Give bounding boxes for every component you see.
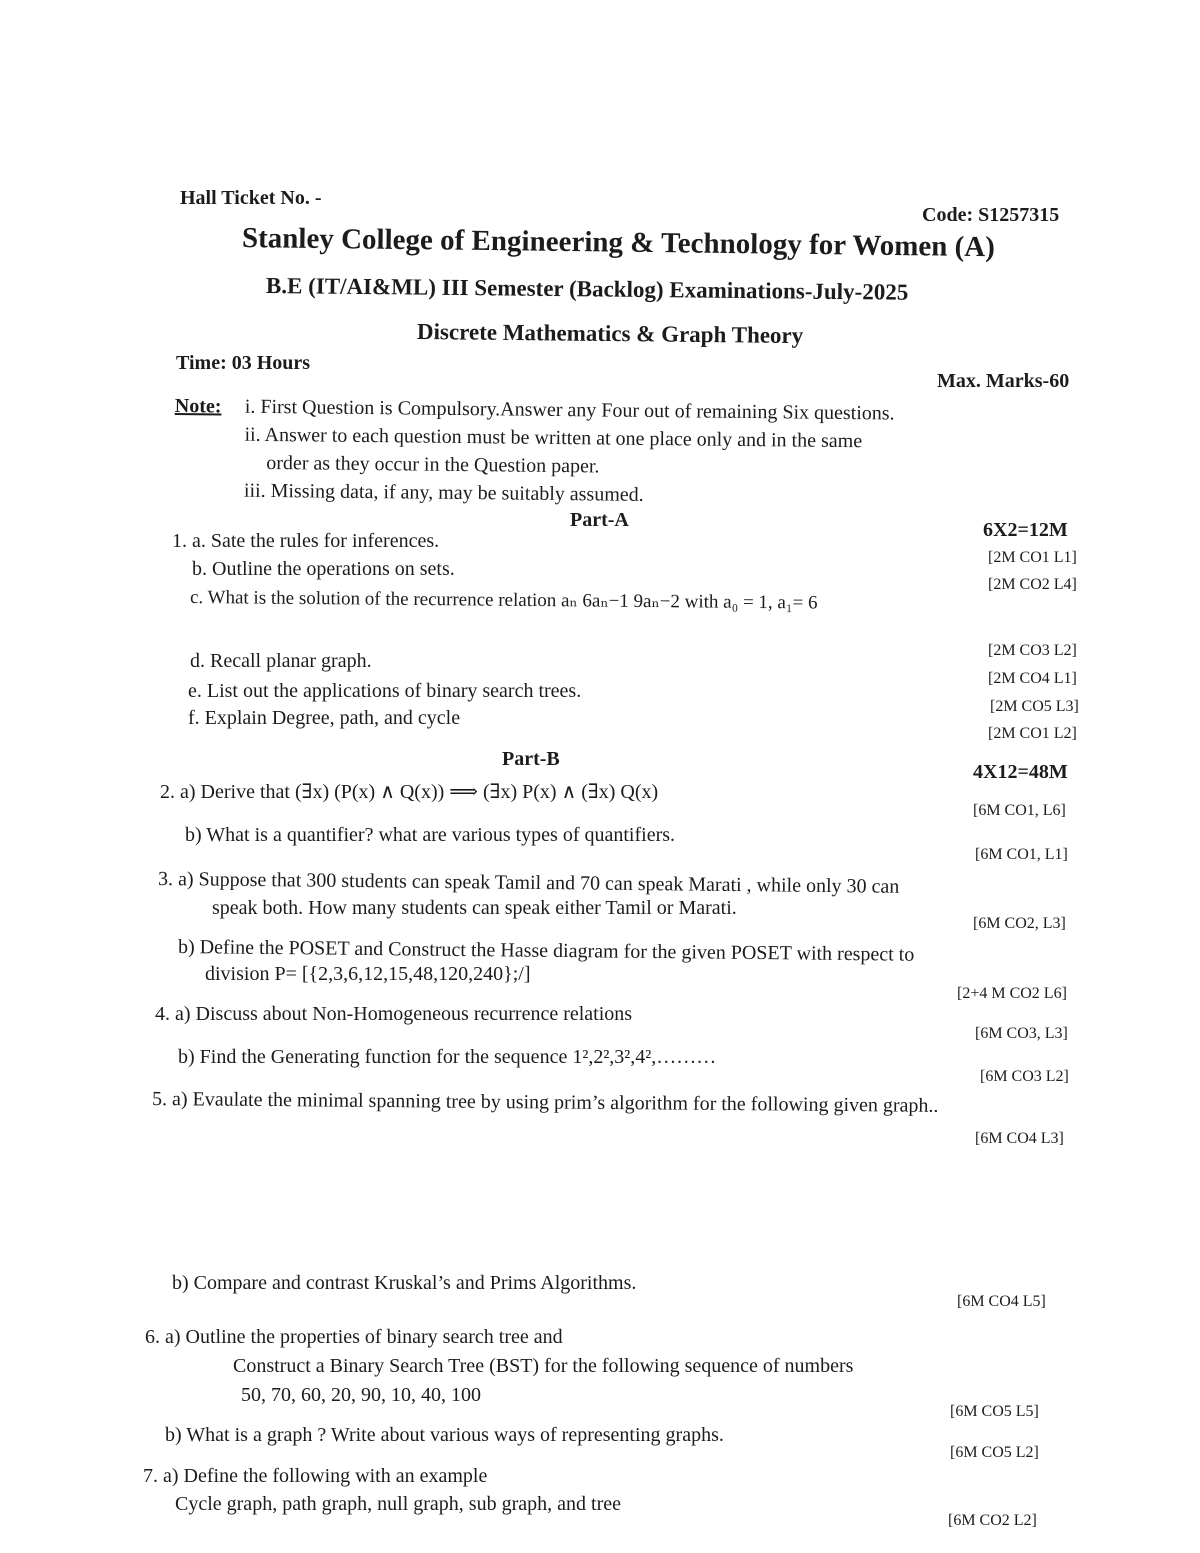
exam-duration: Time: 03 Hours — [176, 352, 311, 374]
hall-ticket-label: Hall Ticket No. - — [180, 187, 322, 209]
question-3a-cont: speak both. How many students can speak either Tamil or Marati. — [212, 897, 737, 919]
question-3b-cont: division P= [{2,3,6,12,15,48,120,240};/] — [205, 963, 531, 985]
question-3a: 3. a) Suppose that 300 students can speak Tamil and 70 can speak Marati , while only 30 can — [157, 868, 900, 898]
question-2a: 2. a) Derive that (∃x) (P(x) ∧ Q(x)) ⟹ (∃x) P(x) ∧ (∃x) Q(x) — [160, 781, 659, 803]
instructions-note — [174, 392, 1025, 506]
exam-title: B.E (IT/AI&ML) III Semester (Backlog) Examinations-July-2025 — [265, 273, 909, 305]
marks-tag: [2M CO4 L1] — [988, 670, 1077, 687]
marks-tag: [2+4 M CO2 L6] — [957, 985, 1067, 1002]
subject-title: Discrete Mathematics & Graph Theory — [416, 319, 804, 349]
marks-tag: [6M CO1, L1] — [975, 846, 1068, 863]
question-1c: c. What is the solution of the recurrence relation aₙ 6aₙ−1 9aₙ−2 with a₀ = 1, a₁= 6 — [189, 587, 818, 614]
question-6a: 6. a) Outline the properties of binary search tree and — [145, 1326, 563, 1348]
marks-tag: [6M CO2 L2] — [948, 1512, 1037, 1529]
marks-tag: [6M CO4 L3] — [975, 1130, 1064, 1147]
question-3b: b) Define the POSET and Construct the Hasse diagram for the given POSET with respect to — [177, 936, 915, 966]
exam-code: Code: S1257315 — [922, 204, 1060, 226]
question-1f: f. Explain Degree, path, and cycle — [188, 707, 461, 729]
part-a-marks: 6X2=12M — [983, 519, 1068, 541]
part-b-title: Part-B — [502, 748, 560, 770]
max-marks: Max. Marks-60 — [937, 370, 1070, 392]
marks-tag: [6M CO3 L2] — [980, 1068, 1069, 1085]
note-item: ii. Answer to each question must be written at one place only and in the same — [244, 423, 863, 453]
question-2b: b) What is a quantifier? what are various types of quantifiers. — [185, 824, 676, 846]
question-4b: b) Find the Generating function for the sequence 1²,2²,3²,4²,……… — [178, 1046, 717, 1068]
question-7a: 7. a) Define the following with an example — [143, 1465, 488, 1487]
note-item: order as they occur in the Question paper. — [266, 451, 600, 478]
marks-tag: [6M CO2, L3] — [973, 915, 1066, 932]
question-5a: 5. a) Evaulate the minimal spanning tree by using prim’s algorithm for the following given graph.. — [151, 1088, 939, 1117]
question-6b: b) What is a graph ? Write about various ways of representing graphs. — [165, 1424, 724, 1446]
question-1d: d. Recall planar graph. — [190, 650, 372, 672]
note-item: i. First Question is Compulsory.Answer any Four out of remaining Six questions. — [244, 395, 895, 425]
part-a-title: Part-A — [570, 509, 629, 531]
note-label: Note: — [174, 394, 222, 418]
marks-tag: [2M CO2 L4] — [988, 576, 1077, 593]
marks-tag: [6M CO3, L3] — [975, 1025, 1068, 1042]
question-5b: b) Compare and contrast Kruskal’s and Prims Algorithms. — [172, 1272, 637, 1294]
marks-tag: [2M CO1 L2] — [988, 725, 1077, 742]
question-7a-cont: Cycle graph, path graph, null graph, sub graph, and tree — [175, 1493, 621, 1515]
question-1a: 1. a. Sate the rules for inferences. — [172, 530, 440, 552]
question-1e: e. List out the applications of binary search trees. — [188, 680, 582, 702]
question-4a: 4. a) Discuss about Non-Homogeneous recurrence relations — [155, 1003, 633, 1025]
question-6a-cont: Construct a Binary Search Tree (BST) for the following sequence of numbers — [233, 1355, 854, 1377]
marks-tag: [6M CO1, L6] — [973, 802, 1066, 819]
marks-tag: [6M CO5 L2] — [950, 1444, 1039, 1461]
marks-tag: [6M CO5 L5] — [950, 1403, 1039, 1420]
college-name: Stanley College of Engineering & Technology for Women (A) — [241, 222, 996, 264]
note-item: iii. Missing data, if any, may be suitably assumed. — [243, 479, 644, 506]
part-b-marks: 4X12=48M — [973, 761, 1068, 783]
question-1b: b. Outline the operations on sets. — [192, 558, 455, 580]
question-6a-numbers: 50, 70, 60, 20, 90, 10, 40, 100 — [241, 1384, 481, 1406]
marks-tag: [6M CO4 L5] — [957, 1293, 1046, 1310]
marks-tag: [2M CO3 L2] — [988, 642, 1077, 659]
marks-tag: [2M CO1 L1] — [988, 549, 1077, 566]
marks-tag: [2M CO5 L3] — [990, 698, 1079, 715]
